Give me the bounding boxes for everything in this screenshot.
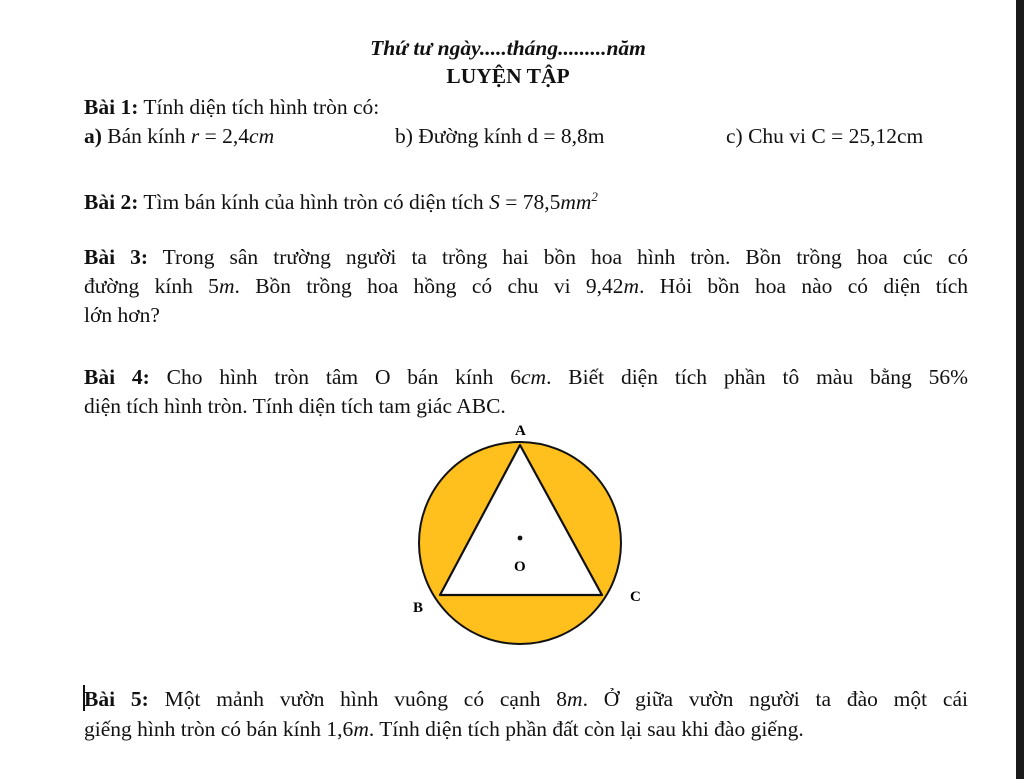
right-edge-border: [1016, 0, 1024, 779]
bai3-line2-unit2: m: [623, 274, 640, 298]
bai1-text: Tính diện tích hình tròn có:: [138, 95, 380, 119]
date-line: Thứ tư ngày.....tháng.........năm: [370, 36, 646, 60]
bai1-a-label: a): [84, 124, 102, 148]
bai1-label: Bài 1:: [84, 95, 139, 119]
bai1-a-value: = 2,4: [199, 124, 250, 148]
bai2-label: Bài 2:: [84, 190, 139, 215]
bai1-heading: [84, 93, 379, 121]
bai1-a-var: r: [190, 124, 200, 148]
bai4-line1-unit: cm: [521, 365, 547, 389]
vertex-label-b: B: [413, 600, 424, 616]
vertex-label-c: C: [630, 589, 641, 605]
bai5-line1: [84, 685, 968, 713]
bai2-value: = 78,5: [499, 190, 561, 215]
vertex-label-a: A: [515, 423, 526, 439]
center-point-o: [518, 536, 523, 541]
bai1-a-text: Bán kính: [101, 124, 191, 148]
bai1-a-unit: cm: [249, 124, 275, 148]
bai2-var: S: [489, 190, 500, 215]
bai5-line2-unit: m: [353, 717, 369, 741]
bai5-line1-unit: m: [567, 687, 583, 711]
bai3-line2-c: . Hỏi bồn hoa nào có diện tích: [639, 274, 968, 298]
bai3-line2-b: . Bồn trồng hoa hồng có chu vi 9,42: [234, 274, 624, 298]
page-title: LUYỆN TẬP: [446, 64, 570, 88]
bai3-line2-a: đường kính 5: [84, 274, 219, 298]
bai3-line3: lớn hơn?: [84, 303, 160, 327]
bai3-label: Bài 3:: [84, 245, 149, 269]
bai5-line2-b: . Tính diện tích phần đất còn lại sau khi đào giếng.: [368, 717, 804, 741]
bai5-label: Bài 5:: [84, 687, 149, 711]
bai1-part-c: c) Chu vi C = 25,12cm: [726, 124, 924, 148]
bai3-line2: [84, 272, 968, 300]
bai5-line2-a: giếng hình tròn có bán kính 1,6: [84, 717, 354, 741]
bai4-line1-a: Cho hình tròn tâm O bán kính 6: [149, 365, 521, 389]
bai3-line1: [84, 243, 968, 271]
bai2-unit: mm: [560, 190, 592, 215]
bai1-part-a: [84, 122, 274, 150]
bai5-line1-b: . Ở giữa vườn người ta đào một cái: [582, 687, 968, 711]
bai2-text: Tìm bán kính của hình tròn có diện tích: [138, 190, 490, 215]
circle-triangle-figure: [395, 415, 655, 655]
bai3-line2-unit1: m: [218, 274, 235, 298]
bai4-line1: [84, 363, 968, 391]
bai4-label: Bài 4:: [84, 365, 150, 389]
bai4-line2: diện tích hình tròn. Tính diện tích tam giác ABC.: [84, 394, 506, 418]
bai5-line2: [84, 715, 804, 743]
bai5-line1-a: Một mảnh vườn hình vuông có cạnh 8: [148, 687, 568, 711]
bai2-text-line: [84, 183, 598, 216]
center-label-o: O: [514, 559, 526, 575]
bai4-line1-b: . Biết diện tích phần tô màu bằng 56%: [546, 365, 968, 389]
bai2-sup: 2: [591, 189, 598, 204]
bai1-part-b: b) Đường kính d = 8,8m: [395, 124, 605, 148]
bai3-line1-text: Trong sân trường người ta trồng hai bồn hoa hình tròn. Bồn trồng hoa cúc có: [148, 245, 969, 269]
